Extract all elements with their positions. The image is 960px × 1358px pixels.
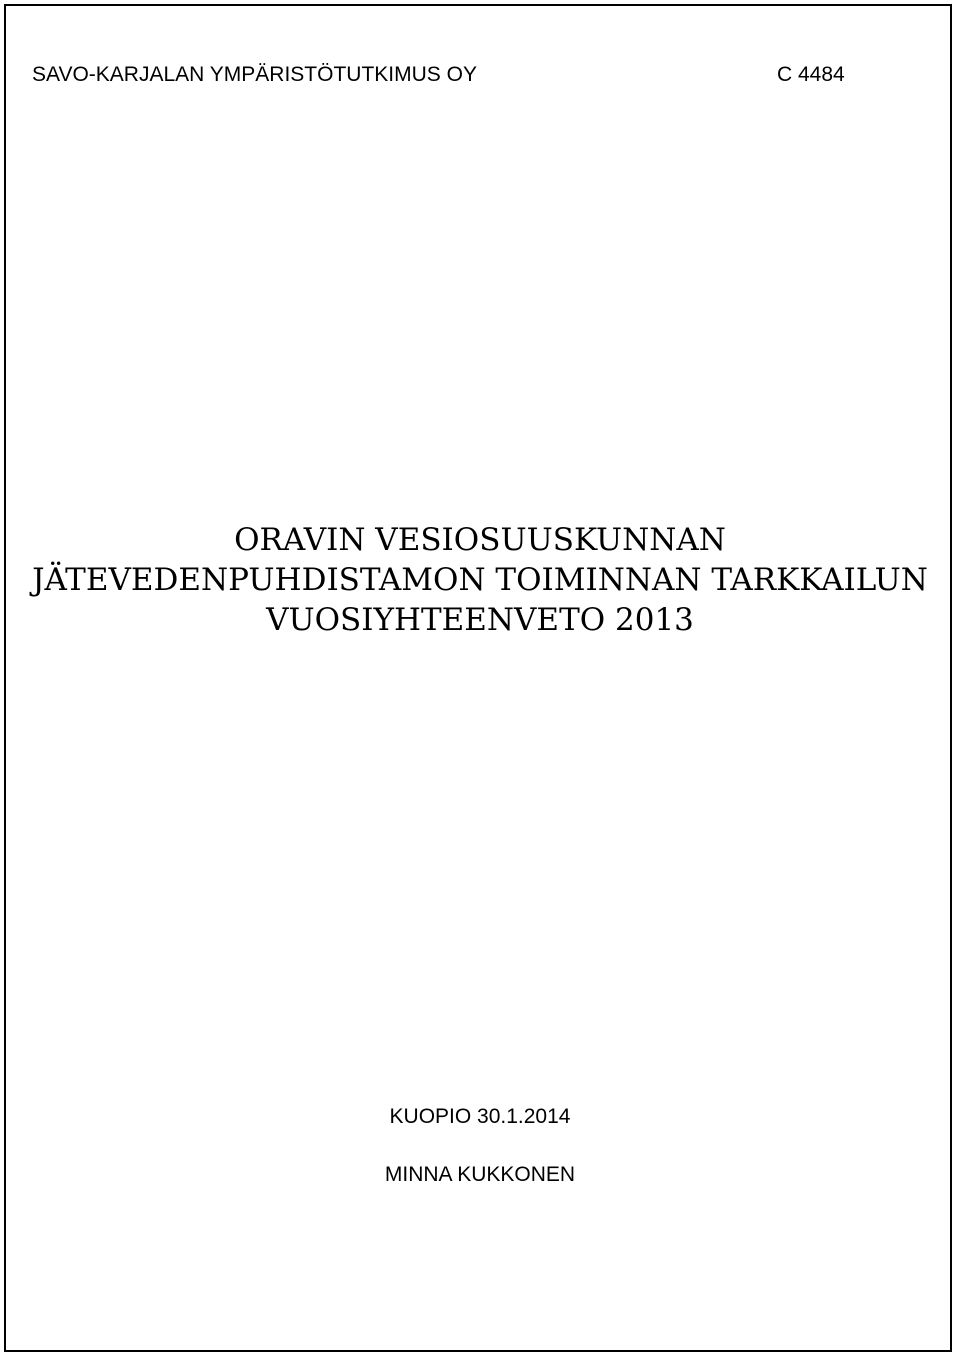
title-line-1: ORAVIN VESIOSUUSKUNNAN <box>234 522 726 558</box>
place-and-date: KUOPIO 30.1.2014 <box>389 1105 571 1128</box>
title-line-2: JÄTEVEDENPUHDISTAMON TOIMINNAN TARKKAILUN <box>32 562 928 598</box>
title-line-3: VUOSIYHTEENVETO 2013 <box>266 602 694 638</box>
organization-name: SAVO-KARJALAN YMPÄRISTÖTUTKIMUS OY <box>32 63 477 86</box>
report-title <box>6 520 954 640</box>
page-frame <box>4 4 952 1352</box>
author-name: MINNA KUKKONEN <box>384 1163 576 1186</box>
report-code: C 4484 <box>777 63 845 86</box>
